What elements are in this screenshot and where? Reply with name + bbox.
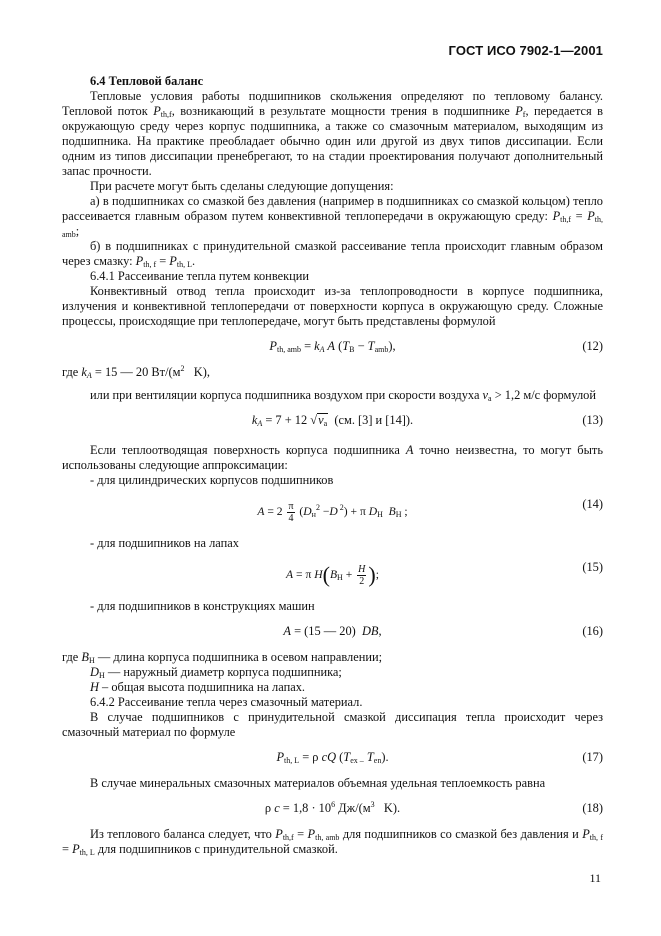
ventilation-paragraph: или при вентиляции корпуса подшипника воздухом при скорости воздуха $v_a > 1,2$ м/с формулой [90, 388, 596, 403]
formula-17-number: (17) [582, 750, 603, 764]
formula-12-number: (12) [582, 339, 603, 353]
formula-16-expression: A = (15 — 20) DB, [283, 624, 382, 638]
formula-16 [62, 621, 603, 643]
subsection-641-text: Конвективный отвод тепла происходит из-за теплопроводности в корпусе подшипника, излучения и конвективной теплопередачи от поверхности корпуса в окружающую среду. Сложные процессы, происходящие при теплопередаче, могут быть представлены формулой [62, 284, 603, 328]
assumptions-intro: При расчете могут быть сделаны следующие допущения: [90, 179, 394, 193]
definition-bh: где $B_H$ — длина корпуса подшипника в осевом направлении; [62, 650, 383, 665]
assumption-a: а) в подшипниках со смазкой без давления (например в подшипниках со смазкой кольцом) тепло рассеивается главным образом путем конвективной теплопередачи в окружающую среду: $P_{th,f} = P_{th, amb}$; [62, 194, 603, 239]
case-cylindrical: - для цилиндрических корпусов подшипников [90, 473, 334, 487]
formula-15 [62, 558, 603, 588]
subsection-641-title: 6.4.1 Рассеивание тепла путем конвекции [90, 269, 310, 283]
subsection-642-title: 6.4.2 Рассеивание тепла через смазочный материал. [90, 695, 363, 709]
formula-18-number: (18) [582, 801, 603, 815]
formula-15-expression: A = π $H(B_H$ + $\frac{H}{2}$ ); [286, 562, 379, 588]
formula-15-number: (15) [582, 560, 603, 574]
section-title: 6.4 Тепловой баланс [90, 74, 204, 88]
conclusion-paragraph: Из теплового баланса следует, что $P_{th,f} = P_{th, amb}$ для подшипников со смазкой без давления и $P_{th, f} = P_{th, L}$ для подшипников с принудительной смазкой. [62, 827, 603, 857]
formula-14 [62, 495, 603, 525]
subsection-642-text: В случае подшипников с принудительной смазкой диссипация тепла происходит через смазочный материал по формуле [62, 710, 603, 739]
formula-12 [62, 336, 603, 358]
formula-13-expression: $k_A = 7 + 12$ $√v_a$ (см. [3] и [14]). [251, 413, 414, 428]
where-ka: где $k_A = 15$ — 20 $Вт/(м^2$ K), [62, 364, 210, 380]
page-number: 11 [589, 871, 601, 885]
mineral-paragraph: В случае минеральных смазочных материалов объемная удельная теплоемкость равна [90, 776, 546, 790]
definition-h: H – общая высота подшипника на лапах. [90, 680, 305, 694]
formula-14-expression: A = 2 $\frac{\pi}{4}$ ($D_н^2 -D$ $^2$) + π $D_H$ $B_H$ ; [257, 501, 408, 524]
formula-13 [62, 410, 603, 432]
formula-18-expression: ρ $c = 1,8 \cdot 10^6$ $Дж/(м^3$ K). [264, 800, 401, 815]
intro-paragraph: Тепловые условия работы подшипников скольжения определяют по тепловому балансу. Тепловой поток $P_{th,f}$, возникающий в результате мощности трения в подшипнике $P_f$, передается в окружающую среду через корпус подшипника, а также со смазочным материалом, выходящим из подшипника. На практике преобладает обычно один или другой из двух типов диссипации. Если одним из типов диссипации пренебрегают, то на стадии проектирования получают дополнительный запас прочности. [62, 89, 603, 178]
case-feet: - для подшипников на лапах [90, 536, 239, 550]
formula-18 [62, 798, 603, 820]
definition-dh: $D_H$ — наружный диаметр корпуса подшипника; [90, 665, 342, 680]
formula-14-number: (14) [582, 497, 603, 511]
document-body [62, 74, 603, 857]
formula-13-number: (13) [582, 413, 603, 427]
document-header: ГОСТ ИСО 7902-1—2001 [448, 43, 603, 58]
assumption-b: б) в подшипниках с принудительной смазкой рассеивание тепла происходит главным образом через смазку: $P_{th, f} = P_{th, L}$. [62, 239, 603, 269]
case-machines: - для подшипников в конструкциях машин [90, 599, 315, 613]
formula-12-expression: $P_{th, amb} = k_A$ A $(T_B - T_{amb})$, [269, 339, 396, 354]
formula-16-number: (16) [582, 624, 603, 638]
formula-17 [62, 747, 603, 769]
approx-intro: Если теплоотводящая поверхность корпуса подшипника A точно неизвестна, то могут быть использованы следующие аппроксимации: [62, 443, 603, 472]
formula-17-expression: $P_{th, L} = \rho$ cQ ($T_{ex -}$ $T_{en}$). [276, 750, 389, 765]
